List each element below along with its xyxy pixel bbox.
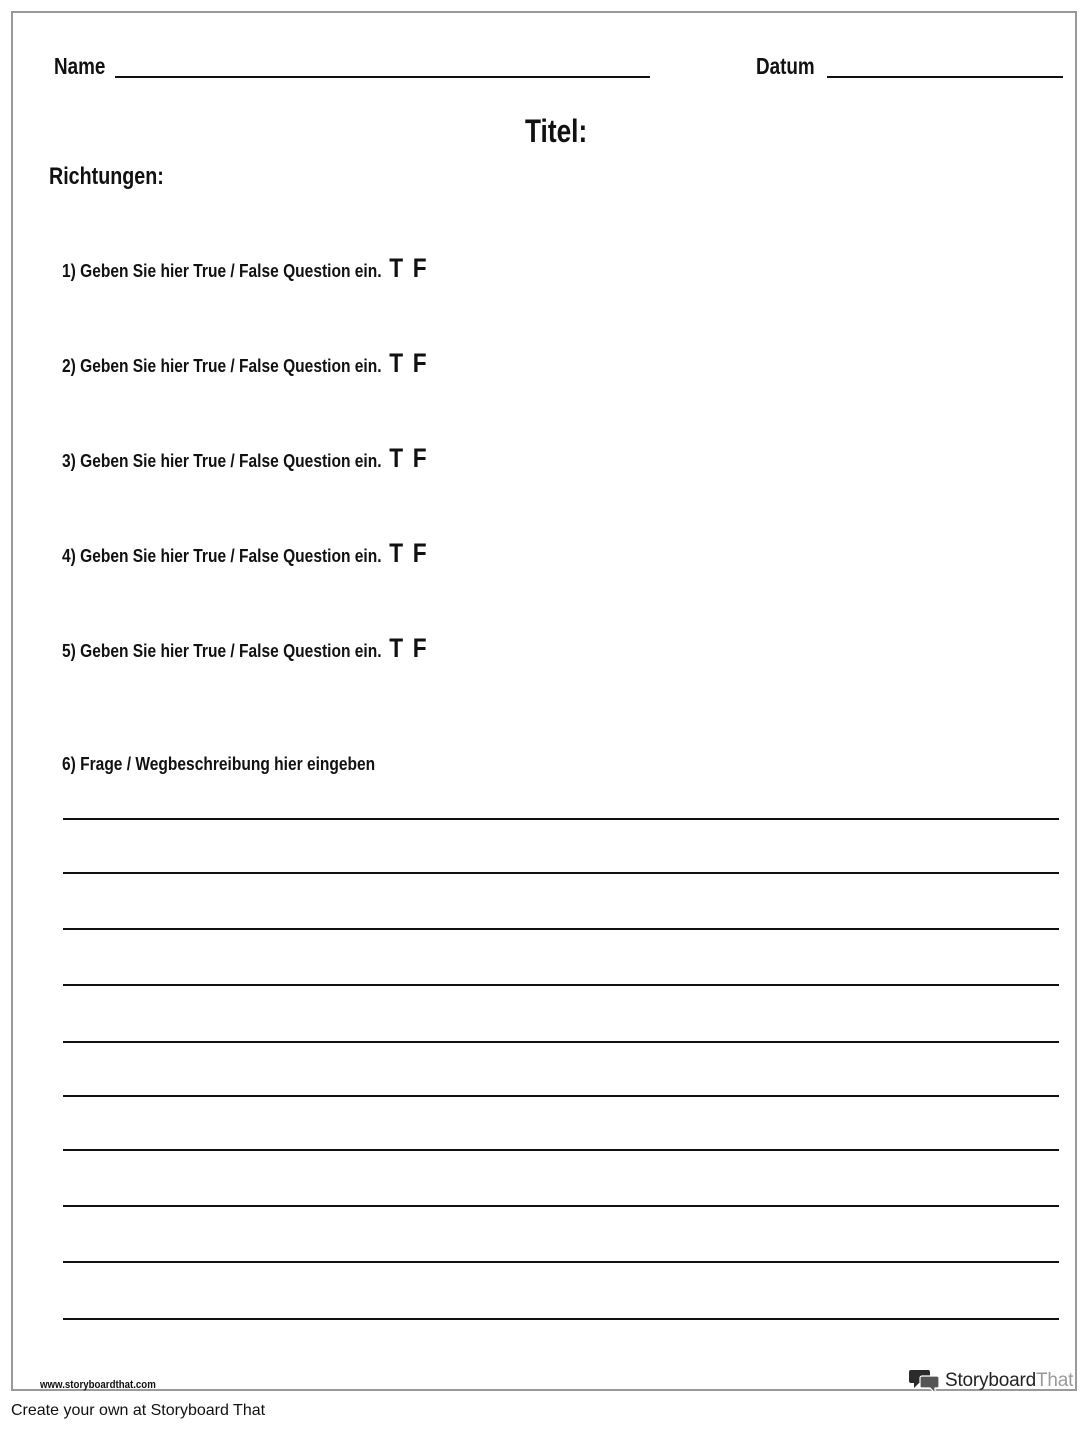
true-false-question [62, 538, 428, 569]
worksheet-title: Titel: [525, 113, 588, 149]
directions-label: Richtungen: [49, 163, 164, 190]
question-text: 5) Geben Sie hier True / False Question ein. [62, 640, 382, 661]
name-label: Name [54, 53, 106, 79]
true-false-choices[interactable]: T F [389, 443, 429, 473]
storyboardthat-logo[interactable] [909, 1367, 1073, 1395]
answer-line[interactable] [63, 1095, 1059, 1097]
worksheet-page [11, 11, 1077, 1391]
footer-url[interactable]: www.storyboardthat.com [40, 1379, 156, 1391]
answer-line[interactable] [63, 1149, 1059, 1151]
true-false-question [62, 633, 428, 664]
answer-line[interactable] [63, 1318, 1059, 1320]
answer-line[interactable] [63, 1041, 1059, 1043]
speech-bubbles-icon [909, 1368, 941, 1394]
open-question-prompt: 6) Frage / Wegbeschreibung hier eingeben [62, 753, 376, 774]
answer-line[interactable] [63, 872, 1059, 874]
answer-line[interactable] [63, 1205, 1059, 1207]
question-text: 2) Geben Sie hier True / False Question ein. [62, 355, 382, 376]
answer-line[interactable] [63, 818, 1059, 820]
brand-name [945, 1370, 1073, 1392]
true-false-question [62, 253, 428, 284]
question-text: 4) Geben Sie hier True / False Question ein. [62, 545, 382, 566]
answer-line[interactable] [63, 984, 1059, 986]
true-false-choices[interactable]: T F [389, 253, 429, 283]
brand-primary: Storyboard [945, 1370, 1036, 1391]
question-text: 1) Geben Sie hier True / False Question ein. [62, 260, 382, 281]
name-field-line[interactable] [115, 76, 650, 78]
page-credit-link[interactable]: Create your own at Storyboard That [11, 1402, 266, 1419]
date-label: Datum [756, 53, 815, 79]
true-false-choices[interactable]: T F [389, 538, 429, 568]
date-field-line[interactable] [827, 76, 1063, 78]
true-false-question [62, 443, 428, 474]
true-false-question [62, 348, 428, 379]
answer-line[interactable] [63, 928, 1059, 930]
answer-line[interactable] [63, 1261, 1059, 1263]
brand-secondary: That [1035, 1370, 1074, 1391]
true-false-choices[interactable]: T F [389, 348, 429, 378]
question-text: 3) Geben Sie hier True / False Question ein. [62, 450, 382, 471]
true-false-choices[interactable]: T F [389, 633, 429, 663]
